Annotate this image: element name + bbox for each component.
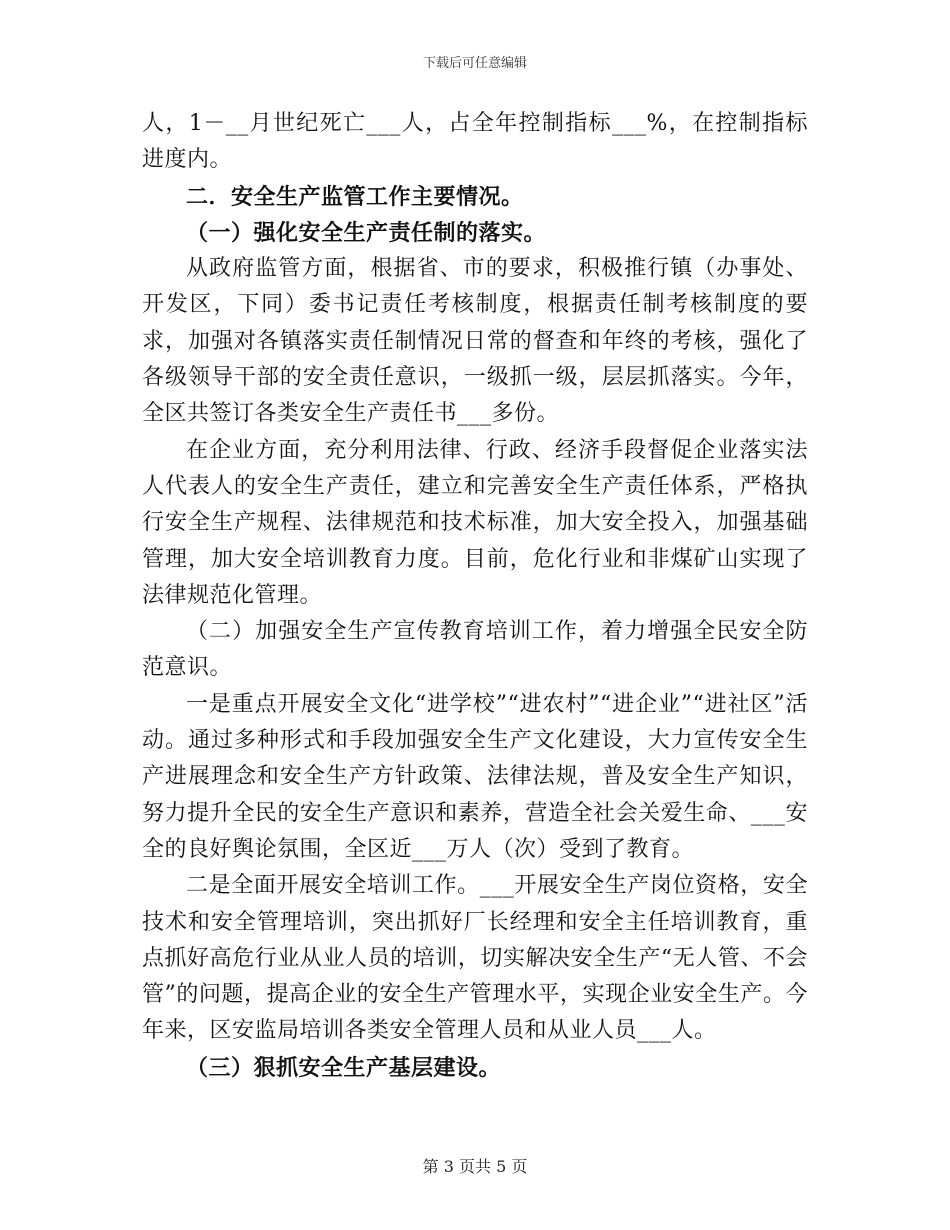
paragraph-government: 从政府监管方面，根据省、市的要求，积极推行镇（办事处、开发区，下同）委书记责任考核制度，根据责任制考核制度的要求，加强对各镇落实责任制情况日常的督查和年终的考核，强化了各级领导干部的安全责任意识，一级抓一级，层层抓落实。今年，全区共签订各类安全生产责任书___多份。	[142, 256, 808, 427]
paragraph-culture: 一是重点开展安全文化“进学校”“进农村”“进企业”“进社区”活动。通过多种形式和手段加强安全生产文化建设，大力宣传安全生产进展理念和安全生产方针政策、法律法规，普及安全生产知识，努力提升全民的安全生产意识和素养，营造全社会关爱生命、___安全的良好舆论氛围，全区近___万人（次）受到了教育。	[142, 691, 808, 862]
section-heading-2: 二．安全生产监管工作主要情况。	[186, 183, 524, 210]
document-body	[142, 106, 808, 1086]
paragraph-enterprise: 在企业方面，充分利用法律、行政、经济手段督促企业落实法人代表人的安全生产责任，建立和完善安全生产责任体系，严格执行安全生产规程、法律规范和技术标准，加大安全投入，加强基础管理，加大安全培训教育力度。目前，危化行业和非煤矿山实现了法律规范化管理。	[142, 437, 808, 608]
paragraph-1: 人，1－__月世纪死亡___人，占全年控制指标___%，在控制指标进度内。	[142, 111, 808, 173]
page-footer: 第 3 页共 5 页	[422, 1157, 528, 1176]
subsection-heading-1: （一）强化安全生产责任制的落实。	[186, 219, 547, 246]
page-header: 下载后可任意编辑	[422, 56, 527, 71]
subsection-heading-2: （二）加强安全生产宣传教育培训工作，着力增强全民安全防范意识。	[142, 619, 808, 681]
subsection-heading-3: （三）狠抓安全生产基层建设。	[186, 1054, 502, 1081]
paragraph-training: 二是全面开展安全培训工作。___开展安全生产岗位资格，安全技术和安全管理培训，突出抓好厂长经理和安全主任培训教育，重点抓好高危行业从业人员的培训，切实解决安全生产“无人管、不会管”的问题，提高企业的安全生产管理水平，实现企业安全生产。今年来，区安监局培训各类安全管理人员和从业人员___人。	[142, 873, 808, 1044]
